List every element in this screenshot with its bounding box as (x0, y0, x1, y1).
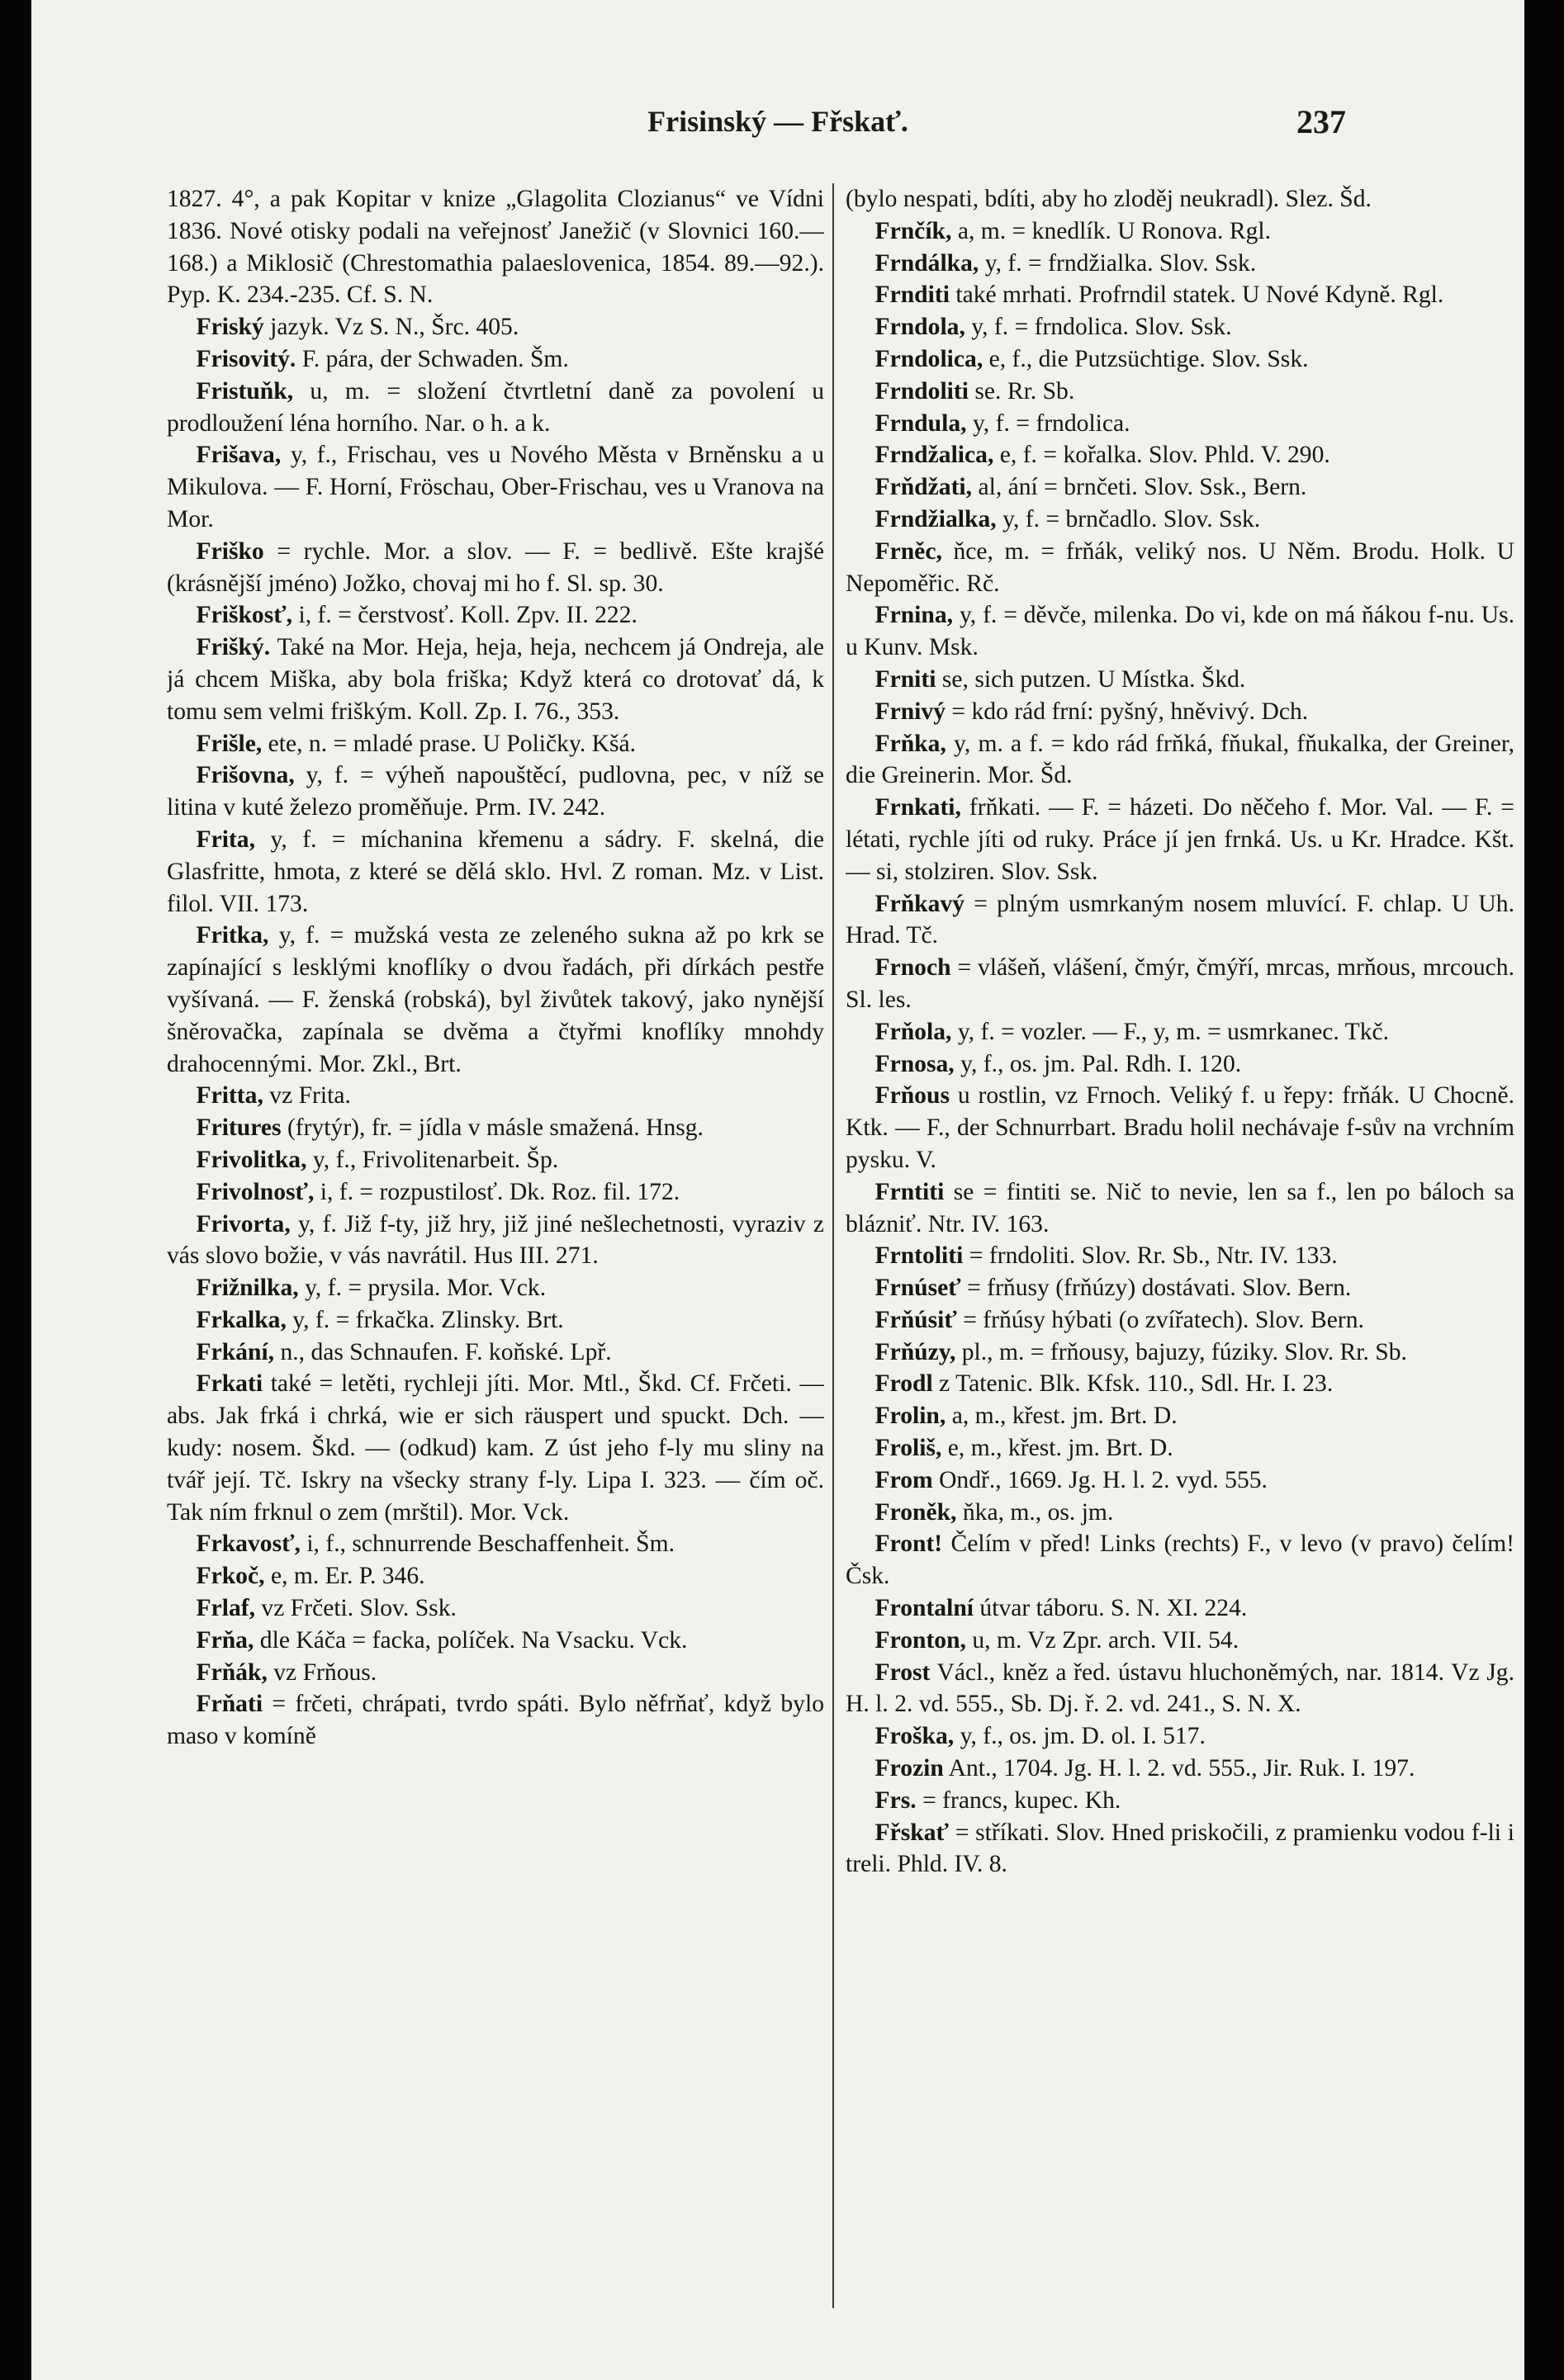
entry-headword: Frivolnosť, (196, 1178, 315, 1205)
entry-headword: Frkoč, (196, 1563, 265, 1590)
page-header (31, 97, 1524, 147)
dictionary-entry (167, 1592, 824, 1625)
entry-definition: Čelím v před! Links (rechts) F., v levo (v pravo) čelím! Čsk. (846, 1531, 1514, 1590)
entry-headword: Frkavosť, (196, 1531, 301, 1558)
dictionary-entry (167, 1528, 824, 1560)
dictionary-entry (167, 439, 824, 535)
dictionary-entry (167, 1112, 824, 1144)
dictionary-entry (846, 536, 1514, 600)
entry-headword: Frniti (874, 665, 936, 693)
dictionary-entry (167, 599, 824, 632)
dictionary-entry (846, 376, 1514, 408)
dictionary-entry (167, 1209, 824, 1273)
entry-definition: i, f. = rozpustilosť. Dk. Roz. fil. 172. (320, 1178, 680, 1205)
dictionary-entry (846, 311, 1514, 343)
entry-definition: = francs, kupec. Kh. (922, 1786, 1121, 1814)
entry-headword: Frolin, (874, 1403, 946, 1430)
entry-headword: Frišovna, (196, 762, 295, 789)
entry-definition: Václ., kněz a řed. ústavu hluchoněmých, nar. 1814. Vz Jg. H. l. 2. vd. 555., Sb. Dj. ř. 2. vd. 241., S. N. X. (846, 1658, 1514, 1718)
entry-headword: From (874, 1466, 933, 1493)
entry-headword: Frňák, (196, 1658, 268, 1686)
entry-headword: Frňous (874, 1082, 950, 1110)
dictionary-entry (846, 1304, 1514, 1337)
entry-headword: Frntoliti (874, 1242, 964, 1270)
entry-definition: y, f. = mužská vesta ze zeleného sukna až po krk se zapínající s lesklými knoflíky o dvou řadách, při dírkách pestře vyšívaná. — F. ženská (robská), byl živůtek takový, jako nynější šněrovačka, zapínala se dvěma a čtyřmi knoflíky mnohdy drahocennými. Mor. Zkl., Brt. (167, 922, 824, 1077)
entry-headword: Frndula, (874, 409, 967, 437)
entry-definition: jazyk. Vz S. N., Šrc. 405. (270, 314, 519, 341)
dictionary-entry (846, 1432, 1514, 1464)
page-number: 237 (1296, 103, 1346, 140)
dictionary-entry (846, 279, 1514, 311)
entry-headword: Frisovitý. (196, 345, 296, 372)
entry-definition: ňce, m. = frňák, veliký nos. U Něm. Brodu. Holk. U Nepoměřic. Rč. (846, 537, 1514, 597)
entry-headword: Frntiti (874, 1178, 945, 1205)
entry-definition: ete, n. = mladé prase. U Poličky. Kšá. (268, 730, 637, 757)
dictionary-entry (846, 1016, 1514, 1048)
entry-definition: y, f. = frndolica. Slov. Ssk. (971, 314, 1232, 341)
entry-definition: y, f., Frivolitenarbeit. Šp. (312, 1146, 559, 1173)
entry-headword: Fřskať (874, 1819, 949, 1846)
entry-headword: Frndola, (874, 314, 965, 341)
dictionary-entry (846, 1817, 1514, 1881)
dictionary-entry (167, 1272, 824, 1304)
entry-headword: Froněk, (874, 1498, 957, 1526)
dictionary-entry (167, 1688, 824, 1753)
dictionary-entry (846, 1753, 1514, 1785)
dictionary-entry (846, 1272, 1514, 1304)
entry-definition: u, m. = složení čtvrtletní daně za povolení u prodloužení léna horního. Nar. o h. a k. (167, 377, 824, 437)
entry-definition: také mrhati. Profrndil statek. U Nové Kdyně. Rgl. (955, 282, 1444, 309)
entry-definition: F. pára, der Schwaden. Šm. (301, 345, 569, 372)
entry-headword: Frndálka, (874, 249, 979, 277)
entry-definition: al, ání = brnčeti. Slov. Ssk., Bern. (978, 474, 1307, 501)
entry-headword: Frozin (874, 1755, 944, 1782)
dictionary-entry (846, 1497, 1514, 1529)
entry-definition: = stříkati. Slov. Hned priskočili, z pramienku vodou f-li i treli. Phld. IV. 8. (846, 1819, 1514, 1878)
entry-definition: (bylo nespati, bdíti, aby ho zloděj neukradl). Slez. Šd. (846, 186, 1372, 212)
entry-headword: Fristuňk, (196, 377, 294, 405)
dictionary-entry (167, 1657, 824, 1689)
entry-headword: Frňa, (196, 1626, 254, 1654)
dictionary-entry (167, 1304, 824, 1337)
dictionary-entry (846, 1176, 1514, 1241)
entry-definition: = vlášeň, vlášení, čmýr, čmýří, mrcas, mrňous, mrcouch. Sl. les. (846, 954, 1514, 1013)
entry-headword: Frnoch (874, 954, 951, 982)
entry-headword: Froška, (874, 1723, 955, 1750)
left-column (167, 183, 824, 2346)
entry-headword: Frněc, (874, 537, 942, 565)
entry-headword: Frndolica, (874, 345, 983, 372)
entry-headword: Frňkavý (874, 890, 965, 917)
dictionary-entry (846, 1657, 1514, 1721)
entry-headword: Frlaf, (196, 1595, 256, 1622)
dictionary-entry (167, 536, 824, 600)
dictionary-entry (846, 215, 1514, 248)
dictionary-entry (846, 1368, 1514, 1400)
dictionary-entry (846, 439, 1514, 471)
entry-definition: u, m. Vz Zpr. arch. VII. 54. (972, 1626, 1239, 1654)
dictionary-entry (167, 1176, 824, 1209)
entry-definition: y, f. Již f-ty, již hry, již jiné nešlechetnosti, vyraziv z vás slovo božie, v vás navrátil. Hus III. 271. (167, 1210, 824, 1270)
entry-headword: Friško (196, 537, 264, 565)
dictionary-entry (846, 1400, 1514, 1432)
entry-headword: Frišava, (196, 442, 282, 469)
entry-headword: Frndoliti (874, 377, 969, 405)
dictionary-entry (846, 1464, 1514, 1497)
entry-definition: Ant., 1704. Jg. H. l. 2. vd. 555., Jir. Ruk. I. 197. (948, 1755, 1415, 1782)
dictionary-entry (846, 1625, 1514, 1657)
entry-headword: Frnosa, (874, 1050, 955, 1077)
dictionary-entry (167, 376, 824, 440)
dictionary-entry (167, 1560, 824, 1592)
entry-definition: = frčeti, chrápati, tvrdo spáti. Bylo něfrňať, když bylo maso v komíně (167, 1691, 824, 1750)
dictionary-entry (846, 1337, 1514, 1369)
entry-headword: Fritka, (196, 922, 269, 949)
dictionary-entry (167, 183, 824, 311)
entry-definition: y, f. = brnčadlo. Slov. Ssk. (1002, 505, 1261, 532)
entry-definition: y, f. = frndžialka. Slov. Ssk. (984, 249, 1257, 277)
entry-definition: i, f., schnurrende Beschaffenheit. Šm. (306, 1531, 675, 1558)
entry-definition: y, f., os. jm. Pal. Rdh. I. 120. (960, 1050, 1242, 1077)
entry-headword: Frišle, (196, 730, 263, 757)
entry-definition: = kdo rád frní: pyšný, hněvivý. Dch. (951, 698, 1309, 725)
entry-definition: = frňúsy hýbati (o zvířatech). Slov. Bern. (963, 1306, 1364, 1333)
entry-headword: Frižnilka, (196, 1275, 299, 1302)
entry-definition: se, sich putzen. U Místka. Škd. (941, 665, 1246, 693)
entry-definition: frňkati. — F. = házeti. Do něčeho f. Mor. Val. — F. = létati, rychle jíti od ruky. Práce jí jen frnká. Us. u Kr. Hradce. Kšt. — si, stolziren. Slov. Ssk. (846, 794, 1514, 885)
entry-definition: dle Káča = facka, políček. Na Vsacku. Vck. (259, 1626, 688, 1654)
dictionary-entry (846, 1528, 1514, 1592)
right-column (846, 183, 1514, 2346)
dictionary-entry (846, 792, 1514, 887)
entry-headword: Frs. (874, 1786, 917, 1814)
entry-definition: ňka, m., os. jm. (962, 1498, 1114, 1526)
dictionary-entry (846, 471, 1514, 504)
entry-headword: Frnditi (874, 282, 950, 309)
entry-definition: = plným usmrkaným nosem mluvící. F. chlap. U Uh. Hrad. Tč. (846, 890, 1514, 949)
entry-definition: e, m. Er. P. 346. (270, 1563, 425, 1590)
entry-definition: i, f. = čerstvosť. Koll. Zpv. II. 222. (298, 602, 637, 629)
entry-definition: y, f. = vozler. — F., y, m. = usmrkanec. Tkč. (957, 1018, 1390, 1045)
entry-headword: Frňati (196, 1691, 263, 1718)
entry-headword: Frnina, (874, 602, 954, 629)
dictionary-page (31, 0, 1524, 2380)
dictionary-entry (167, 343, 824, 376)
dictionary-entry (167, 1337, 824, 1369)
entry-definition: z Tatenic. Blk. Kfsk. 110., Sdl. Hr. I. 23. (939, 1370, 1334, 1398)
entry-definition: e, f. = kořalka. Slov. Phld. V. 290. (999, 442, 1330, 469)
entry-definition: vz Frita. (269, 1082, 351, 1110)
entry-definition: Také na Mor. Heja, heja, heja, nechcem já Ondreja, ale já chcem Miška, aby bola friška; Když která co drotovať dá, k tomu sem velmi friškým. Koll. Zp. I. 76., 353. (167, 634, 824, 725)
entry-definition: Ondř., 1669. Jg. H. l. 2. vyd. 555. (939, 1466, 1268, 1493)
entry-definition: y, f., os. jm. D. ol. I. 517. (960, 1723, 1206, 1750)
dictionary-entry (846, 408, 1514, 440)
dictionary-entry (167, 824, 824, 920)
entry-headword: Frivorta, (196, 1210, 291, 1237)
entry-definition: y, f. = frkačka. Zlinsky. Brt. (292, 1306, 564, 1333)
entry-definition: n., das Schnaufen. F. koňské. Lpř. (280, 1338, 612, 1365)
entry-headword: Fritta, (196, 1082, 263, 1110)
dictionary-entry (846, 1785, 1514, 1817)
column-divider (832, 183, 834, 2308)
dictionary-entry (167, 632, 824, 727)
entry-definition: vz Frňous. (273, 1658, 377, 1686)
dictionary-entry (846, 952, 1514, 1016)
entry-definition: se. Rr. Sb. (974, 377, 1075, 405)
dictionary-entry (167, 1625, 824, 1657)
entry-headword: Frnkati, (874, 794, 961, 821)
entry-definition: y, f. = prysila. Mor. Vck. (305, 1275, 547, 1302)
dictionary-entry (846, 696, 1514, 728)
entry-definition: pl., m. = frňousy, bajuzy, fúziky. Slov. Rr. Sb. (961, 1338, 1407, 1365)
entry-headword: Frita, (196, 826, 256, 853)
entry-definition: útvar táboru. S. N. XI. 224. (979, 1595, 1248, 1622)
entry-definition: vz Frčeti. Slov. Ssk. (261, 1595, 457, 1622)
entry-definition: y, f. = výheň napouštěcí, pudlovna, pec, v níž se litina v kuté železo proměňuje. Prm. IV. 242. (167, 762, 824, 821)
entry-headword: Frňúzy, (874, 1338, 956, 1365)
dictionary-entry (846, 1592, 1514, 1625)
entry-definition: (frytýr), fr. = jídla v másle smažená. Hnsg. (287, 1114, 704, 1142)
dictionary-entry (846, 664, 1514, 696)
dictionary-entry (846, 183, 1514, 215)
entry-headword: Frivolitka, (196, 1146, 307, 1173)
dictionary-entry (846, 343, 1514, 376)
dictionary-entry (846, 728, 1514, 793)
entry-headword: Frndžialka, (874, 505, 997, 532)
entry-definition: = frňusy (frňúzy) dostávati. Slov. Bern. (967, 1275, 1352, 1302)
dictionary-entry (846, 1240, 1514, 1272)
entry-definition: y, f. = frndolica. (972, 409, 1130, 437)
entry-headword: Friský (196, 314, 264, 341)
entry-definition: y, m. a f. = kdo rád frňká, fňukal, fňukalka, der Greiner, die Greinerin. Mor. Šd. (846, 730, 1514, 789)
entry-headword: Frodl (874, 1370, 933, 1398)
entry-headword: Frňdžati, (874, 474, 973, 501)
entry-headword: Fronton, (874, 1626, 966, 1654)
entry-headword: Frnčík, (874, 217, 952, 244)
entry-headword: Frnúseť (874, 1275, 961, 1302)
dictionary-entry (167, 1080, 824, 1112)
entry-definition: y, f. = děvče, milenka. Do vi, kde on má ňákou f-nu. Us. u Kunv. Msk. (846, 602, 1514, 661)
entry-definition: = rychle. Mor. a slov. — F. = bedlivě. Ešte krajšé (krásnější jméno) Jožko, chovaj mi ho f. Sl. sp. 30. (167, 537, 824, 597)
entry-headword: Frndžalica, (874, 442, 994, 469)
entry-headword: Friškosť, (196, 602, 293, 629)
entry-definition: = frndoliti. Slov. Rr. Sb., Ntr. IV. 133. (969, 1242, 1338, 1270)
entry-headword: Frkání, (196, 1338, 275, 1365)
entry-definition: se = fintiti se. Nič to nevie, len sa f., len po báloch sa blázniť. Ntr. IV. 163. (846, 1178, 1514, 1237)
dictionary-entry (167, 728, 824, 760)
entry-headword: Fritures (196, 1114, 282, 1142)
entry-definition: y, f. = míchanina křemenu a sádry. F. skelná, die Glasfritte, hmota, z které se dělá sklo. Hvl. Z roman. Mz. v List. filol. VII. 173. (167, 826, 824, 917)
dictionary-entry (167, 759, 824, 824)
entry-definition: e, f., die Putzsüchtige. Slov. Ssk. (988, 345, 1309, 372)
entry-headword: Frkati (196, 1370, 263, 1398)
dictionary-entry (167, 1144, 824, 1176)
entry-headword: Frišký. (196, 634, 271, 661)
dictionary-entry (846, 248, 1514, 280)
running-title: Frisinský — Fřskať. (647, 105, 908, 138)
entry-definition: také = letěti, rychleji jíti. Mor. Mtl., Škd. Cf. Frčeti. — abs. Jak frká i chrká, wie er sich räuspert und spuckt. Dch. — kudy: nosem. Škd. — (odkud) kam. Z úst jeho f-ly mu sliny na tvář její. Tč. Iskry na všecky strany f-ly. Lipa I. 323. — čím oč. Tak ním frknul o zem (mrštil). Mor. Vck. (167, 1370, 824, 1526)
entry-headword: Frnivý (874, 698, 946, 725)
entry-headword: Frňúsiť (874, 1306, 957, 1333)
dictionary-entry (846, 888, 1514, 953)
entry-definition: y, f., Frischau, ves u Nového Města v Brněnsku a u Mikulova. — F. Horní, Fröschau, Ober-Frischau, ves u Vranova na Mor. (167, 442, 824, 532)
entry-definition: u rostlin, vz Frnoch. Veliký f. u řepy: frňák. U Chocně. Ktk. — F., der Schnurrbart. Bradu holil nechávaje f-sův na vrchním pysku. V. (846, 1082, 1514, 1173)
entry-headword: Frňola, (874, 1018, 952, 1045)
dictionary-entry (846, 1048, 1514, 1081)
dictionary-entry (167, 920, 824, 1080)
entry-headword: Froliš, (874, 1435, 942, 1462)
dictionary-entry (846, 599, 1514, 664)
entry-headword: Frontalní (874, 1595, 974, 1622)
dictionary-entry (846, 1080, 1514, 1176)
entry-definition: e, m., křest. jm. Brt. D. (947, 1435, 1173, 1462)
entry-headword: Frost (874, 1658, 931, 1686)
dictionary-entry (846, 504, 1514, 536)
dictionary-entry (846, 1720, 1514, 1753)
entry-definition: a, m., křest. jm. Brt. D. (951, 1403, 1178, 1430)
dictionary-entry (167, 311, 824, 343)
entry-definition: a, m. = knedlík. U Ronova. Rgl. (957, 217, 1271, 244)
entry-headword: Frňka, (874, 730, 946, 757)
dictionary-entry (167, 1368, 824, 1528)
entry-headword: Frkalka, (196, 1306, 287, 1333)
entry-headword: Front! (874, 1531, 943, 1558)
entry-definition: 1827. 4°, a pak Kopitar v knize „Glagolita Clozianus“ ve Vídni 1836. Nové otisky podali na veřejnosť Janežič (v Slovnici 160.—168.) a Miklosič (Chrestomathia palaeslovenica, 1854. 89.—92.). Pyp. K. 234.-235. Cf. S. N. (167, 186, 824, 309)
